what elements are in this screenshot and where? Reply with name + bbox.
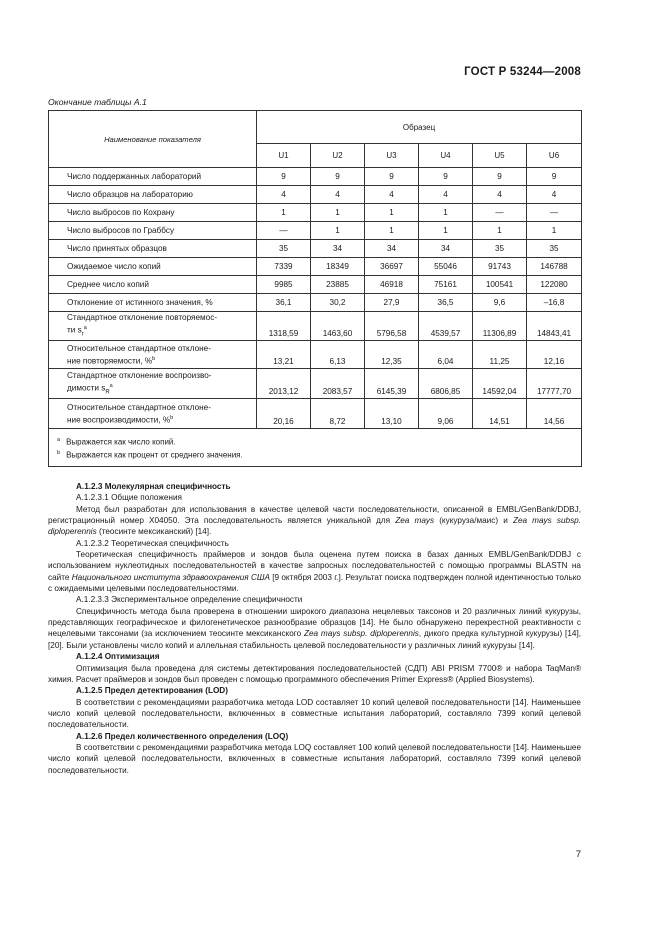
table-row xyxy=(49,258,582,276)
row-label: Отклонение от истинного значения, % xyxy=(49,294,257,312)
table-cell: 4 xyxy=(365,186,419,204)
column-header: U4 xyxy=(419,144,473,168)
paragraph: Метод был разработан для использования в качестве целевой части последовательности, описанной в EMBL/GenBank/DDBJ, регистрационный номер X04050. Эта последовательность является уникальной для Zea mays (кукуруза/маис) и Zea mays subsp. diploperennis (теосинте мексиканский) [14]. xyxy=(48,504,581,537)
column-header: U2 xyxy=(311,144,365,168)
table-row xyxy=(49,369,582,399)
document-standard-code: ГОСТ Р 53244—2008 xyxy=(464,66,581,78)
table-cell: 6,04 xyxy=(419,341,473,369)
table-cell: 9985 xyxy=(257,276,311,294)
section-heading: А.1.2.4 Оптимизация xyxy=(76,652,160,662)
table-cell: 18349 xyxy=(311,258,365,276)
table-cell: 11306,89 xyxy=(473,312,527,341)
paragraph: В соответствии с рекомендациями разработчика метода LOD составляет 10 копий целевой последовательности [14]. Наименьшее число копий целевой последовательности, включенных в совместные испытания лабораторий, составляло 7399 копий целевой последовательности. xyxy=(48,697,581,730)
table-cell: 4 xyxy=(311,186,365,204)
table-cell: 4 xyxy=(257,186,311,204)
section-heading: А.1.2.3 Молекулярная специфичность xyxy=(76,482,231,491)
table-cell: 75161 xyxy=(419,276,473,294)
row-label: Число выбросов по Кохрану xyxy=(49,204,257,222)
table-cell: 1 xyxy=(419,222,473,240)
table-cell: 14,51 xyxy=(473,399,527,429)
table-cell: –16,8 xyxy=(527,294,582,312)
row-label: Число образцов на лабораторию xyxy=(49,186,257,204)
section-heading: А.1.2.5 Предел детектирования (LOD) xyxy=(76,686,228,696)
table-cell: 34 xyxy=(419,240,473,258)
table-cell: 1 xyxy=(365,222,419,240)
table-cell: 2013,12 xyxy=(257,369,311,399)
table-cell: 20,16 xyxy=(257,399,311,429)
table-cell: — xyxy=(473,204,527,222)
name-column-header: Наименование показателя xyxy=(49,111,257,168)
table-cell: 35 xyxy=(257,240,311,258)
table-cell: 7339 xyxy=(257,258,311,276)
table-cell: 35 xyxy=(473,240,527,258)
section-heading: А.1.2.6 Предел количественного определения (LOQ) xyxy=(76,731,289,741)
row-label: Число выбросов по Граббсу xyxy=(49,222,257,240)
table-cell: 13,21 xyxy=(257,341,311,369)
table-cell: 5796,58 xyxy=(365,312,419,341)
table-cell: 4539,57 xyxy=(419,312,473,341)
table-cell: 36,1 xyxy=(257,294,311,312)
table-cell: 17777,70 xyxy=(527,369,582,399)
table-cell: 122080 xyxy=(527,276,582,294)
table-cell: 6806,85 xyxy=(419,369,473,399)
table-cell: 9 xyxy=(365,168,419,186)
table-cell: 8,72 xyxy=(311,399,365,429)
table-row xyxy=(49,399,582,429)
table-footnotes xyxy=(49,429,582,466)
table-cell: 6,13 xyxy=(311,341,365,369)
table-cell: 14,56 xyxy=(527,399,582,429)
table-cell: 36,5 xyxy=(419,294,473,312)
table-cell: 146788 xyxy=(527,258,582,276)
table-cell: 100541 xyxy=(473,276,527,294)
table-cell: 14592,04 xyxy=(473,369,527,399)
table-cell: 9 xyxy=(527,168,582,186)
subsection-heading: А.1.2.3.1 Общие положения xyxy=(76,493,182,503)
results-table xyxy=(48,110,582,467)
row-label: Стандартное отклонение повторяемос- ти $s_r^a$ xyxy=(49,312,257,341)
footnote: $^b$ Выражается как процент от среднего значения. xyxy=(57,450,243,460)
table-cell: 1 xyxy=(473,222,527,240)
row-label: Число поддержанных лабораторий xyxy=(49,168,257,186)
table-cell: 1 xyxy=(527,222,582,240)
table-cell: 1 xyxy=(257,204,311,222)
row-label: Ожидаемое число копий xyxy=(49,258,257,276)
table-cell: 46918 xyxy=(365,276,419,294)
table-row xyxy=(49,204,582,222)
table-row xyxy=(49,240,582,258)
column-header: U5 xyxy=(473,144,527,168)
table-cell: 14843,41 xyxy=(527,312,582,341)
table-cell: 23885 xyxy=(311,276,365,294)
table-caption: Окончание таблицы А.1 xyxy=(48,97,147,107)
column-header: U1 xyxy=(257,144,311,168)
table-cell: 35 xyxy=(527,240,582,258)
table-row xyxy=(49,312,582,341)
table-cell: 6145,39 xyxy=(365,369,419,399)
table-cell: 9 xyxy=(311,168,365,186)
table-cell: 1 xyxy=(419,204,473,222)
table-row xyxy=(49,222,582,240)
paragraph: Теоретическая специфичность праймеров и зондов была оценена путем поиска в базах данных EMBL/GenBank/DDBJ с использованием нуклеотидных последовательностей в качестве запросных последовательностей с помощью программы BLASTN на сайте Национального института здравоохранения США [9 октября 2003 г.]. Результат поиска подтвержден полной идентичностью только с ожидаемыми целевыми последовательностями. xyxy=(48,550,581,594)
table-cell: 1 xyxy=(311,204,365,222)
document-body xyxy=(48,481,581,776)
row-label: Стандартное отклонение воспроизво- димости $s_R^a$ xyxy=(49,369,257,399)
table-row xyxy=(49,168,582,186)
table-cell: 9 xyxy=(419,168,473,186)
page-number: 7 xyxy=(575,849,581,860)
table-cell: 1 xyxy=(365,204,419,222)
footnote: $^a$ Выражается как число копий. xyxy=(57,437,176,448)
table-cell: 9 xyxy=(257,168,311,186)
row-label: Относительное стандартное отклоне- ние повторяемости, %$^b$ xyxy=(49,341,257,369)
table-cell: 4 xyxy=(527,186,582,204)
row-label: Число принятых образцов xyxy=(49,240,257,258)
table-cell: 55046 xyxy=(419,258,473,276)
table-cell: 34 xyxy=(365,240,419,258)
table-cell: 91743 xyxy=(473,258,527,276)
table-cell: 2083,57 xyxy=(311,369,365,399)
table-cell: 36697 xyxy=(365,258,419,276)
table-cell: 34 xyxy=(311,240,365,258)
column-header: U6 xyxy=(527,144,582,168)
table-cell: 9,06 xyxy=(419,399,473,429)
table-cell: 12,16 xyxy=(527,341,582,369)
table-cell: 1 xyxy=(311,222,365,240)
table-row xyxy=(49,276,582,294)
table-cell: 1463,60 xyxy=(311,312,365,341)
table-cell: 9,6 xyxy=(473,294,527,312)
subsection-heading: А.1.2.3.2 Теоретическая специфичность xyxy=(76,538,229,548)
sample-column-header: Образец xyxy=(257,111,582,144)
table-cell: 4 xyxy=(473,186,527,204)
table-cell: 4 xyxy=(419,186,473,204)
table-cell: 27,9 xyxy=(365,294,419,312)
table-cell: — xyxy=(527,204,582,222)
column-header: U3 xyxy=(365,144,419,168)
table-cell: 9 xyxy=(473,168,527,186)
table-row xyxy=(49,294,582,312)
table-cell: 30,2 xyxy=(311,294,365,312)
table-row xyxy=(49,341,582,369)
subsection-heading: А.1.2.3.3 Экспериментальное определение специфичности xyxy=(76,595,303,605)
paragraph: Оптимизация была проведена для системы детектирования последовательностей (СДП) ABI PRISM 7700® и набора TaqMan® химия. Расчет праймеров и зондов был проведен с помощью программного обеспечения Primer Express® (Applied Biosystems). xyxy=(48,663,581,684)
table-cell: 13,10 xyxy=(365,399,419,429)
table-cell: — xyxy=(257,222,311,240)
table-cell: 12,35 xyxy=(365,341,419,369)
paragraph: Специфичность метода была проверена в отношении широкого диапазона нецелевых таксонов и 20 различных линий кукурузы, представляющих географическое и филогенетическое разнообразие образцов [14]. Не было обнаружено перекрестной реактивности с нецелевыми таксонами (за исключением теосинте мексиканского Zea mays subsp. diploperennis, дикого предка культурной кукурузы) [14], [20]. Были установлены число копий и аллельная стабильность целевой последовательности у различных линий кукурузы [14]. xyxy=(48,606,581,650)
row-label: Среднее число копий xyxy=(49,276,257,294)
table-cell: 11,25 xyxy=(473,341,527,369)
table-cell: 1318,59 xyxy=(257,312,311,341)
paragraph: В соответствии с рекомендациями разработчика метода LOQ составляет 100 копий целевой последовательности [14]. Наименьшее число копий целевой последовательности, включенных в совместные испытания лабораторий, составляло 7399 копий целевой последовательности. xyxy=(48,742,581,775)
row-label: Относительное стандартное отклоне- ние воспроизводимости, %$^b$ xyxy=(49,399,257,429)
table-row xyxy=(49,186,582,204)
